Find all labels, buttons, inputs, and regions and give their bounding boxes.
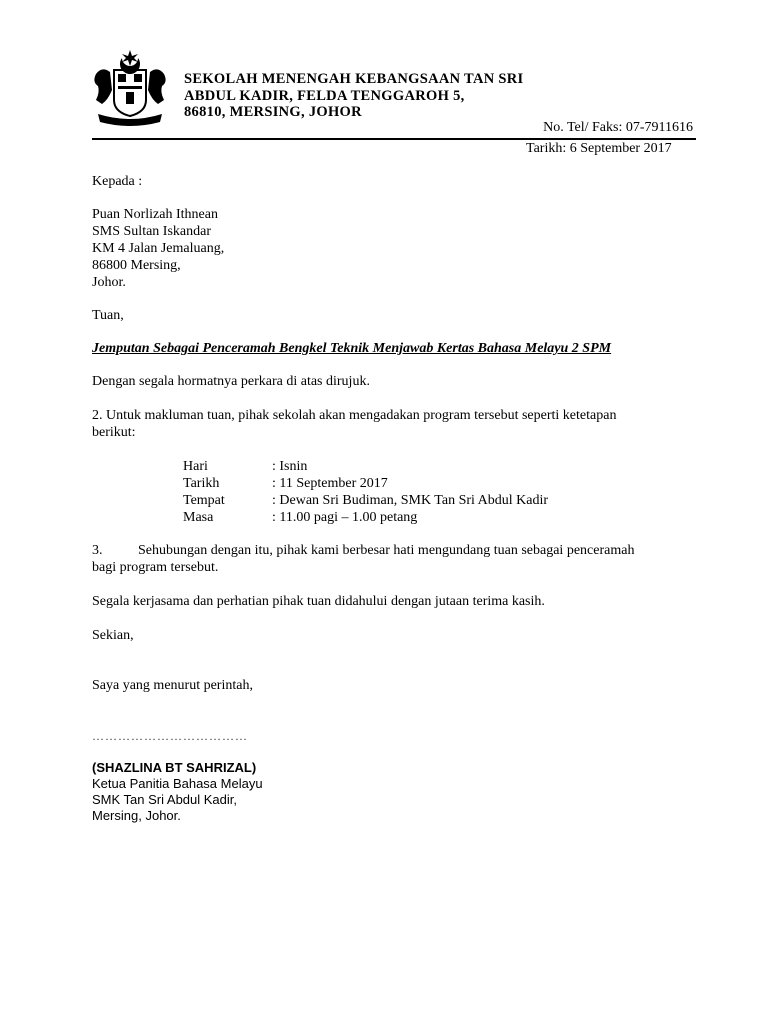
paragraph-3-line-2: bagi program tersebut. xyxy=(92,560,219,575)
school-name-line2: ABDUL KADIR, FELDA TENGGAROH 5, xyxy=(184,88,465,104)
detail-value-hari: : Isnin xyxy=(272,459,308,474)
letter-date: Tarikh: 6 September 2017 xyxy=(526,141,672,156)
paragraph-2-line-1: 2. Untuk makluman tuan, pihak sekolah akan mengadakan program tersebut seperti ketetapan xyxy=(92,408,617,423)
paragraph-4: Segala kerjasama dan perhatian pihak tuan didahului dengan jutaan terima kasih. xyxy=(92,594,545,609)
malaysia-coat-of-arms-icon xyxy=(92,48,168,128)
detail-label-masa: Masa xyxy=(183,510,214,525)
yours-faithfully: Saya yang menurut perintah, xyxy=(92,678,253,693)
school-name-line1: SEKOLAH MENENGAH KEBANGSAAN TAN SRI xyxy=(184,71,524,87)
paragraph-3-line-1: Sehubungan dengan itu, pihak kami berbesar hati mengundang tuan sebagai penceramah xyxy=(138,543,635,558)
detail-value-masa: : 11.00 pagi – 1.00 petang xyxy=(272,510,418,525)
signatory-title: Ketua Panitia Bahasa Melayu xyxy=(92,776,263,791)
recipient-address-3: Johor. xyxy=(92,275,126,290)
to-label: Kepada : xyxy=(92,174,143,189)
signature-line: ……………………………… xyxy=(92,729,248,743)
detail-label-tarikh: Tarikh xyxy=(183,476,220,491)
detail-value-tempat: : Dewan Sri Budiman, SMK Tan Sri Abdul Kadir xyxy=(272,493,549,508)
recipient-address-2: 86800 Mersing, xyxy=(92,258,181,273)
detail-value-tarikh: : 11 September 2017 xyxy=(272,476,388,491)
detail-label-hari: Hari xyxy=(183,459,208,474)
salutation: Tuan, xyxy=(92,308,124,323)
tel-fax: No. Tel/ Faks: 07-7911616 xyxy=(543,120,693,135)
letter-subject: Jemputan Sebagai Penceramah Bengkel Teknik Menjawab Kertas Bahasa Melayu 2 SPM xyxy=(92,341,612,356)
school-address-line3: 86810, MERSING, JOHOR xyxy=(184,104,362,120)
closing: Sekian, xyxy=(92,628,134,643)
signatory-place: Mersing, Johor. xyxy=(92,808,181,823)
detail-label-tempat: Tempat xyxy=(183,493,225,508)
paragraph-1: Dengan segala hormatnya perkara di atas dirujuk. xyxy=(92,374,370,389)
signatory-name: (SHAZLINA BT SAHRIZAL) xyxy=(92,760,257,775)
paragraph-3-number: 3. xyxy=(92,543,103,558)
recipient-address-1: KM 4 Jalan Jemaluang, xyxy=(92,241,225,256)
paragraph-2-line-2: berikut: xyxy=(92,425,136,440)
recipient-org: SMS Sultan Iskandar xyxy=(92,224,211,239)
signatory-org: SMK Tan Sri Abdul Kadir, xyxy=(92,792,238,807)
letterhead-divider xyxy=(92,138,696,140)
recipient-name: Puan Norlizah Ithnean xyxy=(92,207,218,222)
